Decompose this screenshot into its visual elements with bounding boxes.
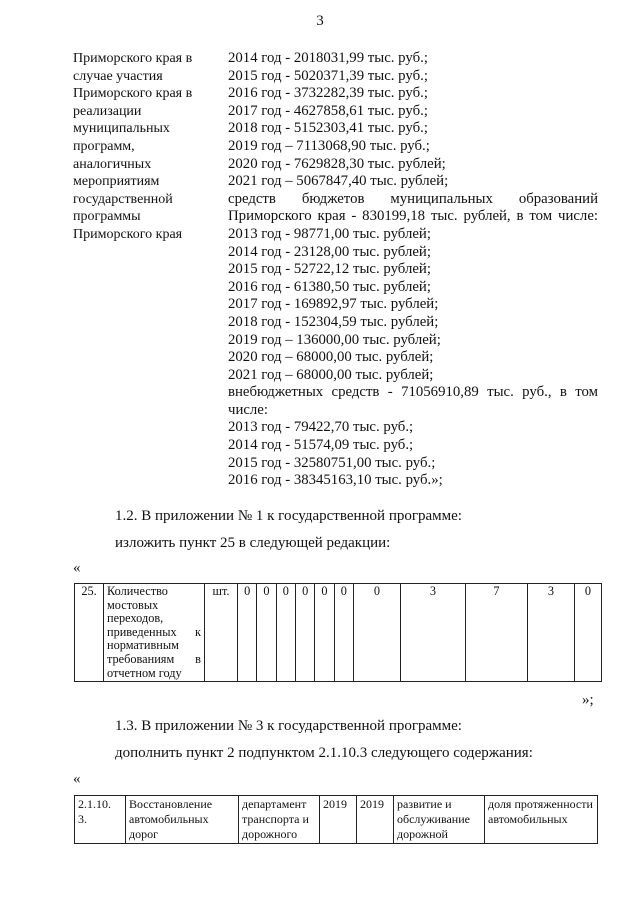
funding-line: 2019 год – 7113068,90 тыс. руб.; xyxy=(228,137,430,154)
funding-line: 2020 год – 68000,00 тыс. рублей; xyxy=(228,349,434,366)
paragraph-1-3-instruction: дополнить пункт 2 подпунктом 2.1.10.3 следующего содержания: xyxy=(115,745,533,761)
value-cell: 0 xyxy=(575,584,602,682)
value-cell: 3 xyxy=(401,584,466,682)
open-quote-2: « xyxy=(73,771,81,787)
left-line: аналогичных xyxy=(73,156,152,172)
left-line: Приморского края в xyxy=(73,51,193,66)
end-year: 2019 xyxy=(357,796,394,844)
left-line: программы xyxy=(73,209,141,225)
table-item-2-1-10-3 xyxy=(74,795,598,844)
close-quote: »; xyxy=(582,692,594,708)
paragraph-1-2: 1.2. В приложении № 1 к государственной программе: xyxy=(115,508,462,524)
value-cell: 0 xyxy=(315,584,334,682)
value-cell: 0 xyxy=(257,584,276,682)
value-cell: 0 xyxy=(295,584,314,682)
funding-line: 2013 год - 79422,70 тыс. руб.; xyxy=(228,419,414,436)
left-line: Приморского края xyxy=(73,226,183,242)
value-cell: 0 xyxy=(354,584,401,682)
table-row xyxy=(75,796,598,844)
left-column xyxy=(73,50,223,244)
extrabudget-line: внебюджетных средств - 71056910,89 тыс. руб., в том числе: xyxy=(228,384,598,418)
page-number: 3 xyxy=(316,13,324,29)
left-line: Приморского края в xyxy=(73,86,193,102)
responsible-department: департамент транспорта и дорожного xyxy=(239,796,320,844)
value-cell: 0 xyxy=(334,584,353,682)
event-name: Восстановление автомобильных дорог xyxy=(126,796,239,844)
left-line: мероприятиям xyxy=(73,174,160,190)
left-line: государственной xyxy=(73,191,173,207)
value-cell: 0 xyxy=(276,584,295,682)
unit: шт. xyxy=(205,584,238,682)
funding-line: 2021 год – 68000,00 тыс. рублей; xyxy=(228,366,434,383)
funding-line: 2016 год - 3732282,39 тыс. руб.; xyxy=(228,85,428,102)
row-number: 25. xyxy=(75,584,104,682)
municipal-budgets-line: средств бюджетов муниципальных образований Приморского края - 830199,18 тыс. рублей, в том числе: xyxy=(228,190,598,225)
funding-line: 2018 год - 152304,59 тыс. рублей; xyxy=(228,313,439,330)
left-line: случае участия xyxy=(73,68,163,84)
open-quote: « xyxy=(73,560,81,576)
expected-result: развитие и обслуживание дорожной xyxy=(394,796,485,844)
paragraph-1-2-instruction: изложить пункт 25 в следующей редакции: xyxy=(115,535,391,551)
funding-line: 2016 год - 38345163,10 тыс. руб.»; xyxy=(228,472,443,489)
funding-line: 2017 год - 169892,97 тыс. рублей; xyxy=(228,296,439,313)
left-line: муниципальных xyxy=(73,121,170,137)
value-cell: 7 xyxy=(466,584,528,682)
funding-line: 2015 год - 52722,12 тыс. рублей; xyxy=(228,261,431,278)
funding-line: 2018 год - 5152303,41 тыс. руб.; xyxy=(228,120,428,137)
row-number: 2.1.10. 3. xyxy=(75,796,126,844)
funding-line: 2017 год - 4627858,61 тыс. руб.; xyxy=(228,102,428,119)
funding-line: 2016 год - 61380,50 тыс. рублей; xyxy=(228,278,431,295)
table-row xyxy=(75,584,602,682)
paragraph-1-3: 1.3. В приложении № 3 к государственной программе: xyxy=(115,718,462,734)
funding-line: 2021 год – 5067847,40 тыс. рублей; xyxy=(228,173,449,190)
funding-line: 2014 год - 2018031,99 тыс. руб.; xyxy=(228,50,428,66)
funding-column xyxy=(228,50,598,490)
funding-line: 2019 год – 136000,00 тыс. рублей; xyxy=(228,331,441,348)
start-year: 2019 xyxy=(320,796,357,844)
funding-line: 2014 год - 23128,00 тыс. рублей; xyxy=(228,243,431,260)
funding-line: 2013 год - 98771,00 тыс. рублей; xyxy=(228,225,431,242)
left-line: программ, xyxy=(73,138,135,154)
value-cell: 0 xyxy=(238,584,257,682)
funding-line: 2015 год - 5020371,39 тыс. руб.; xyxy=(228,67,428,84)
left-line: реализации xyxy=(73,103,142,119)
table-item-25 xyxy=(74,583,602,682)
funding-line: 2015 год - 32580751,00 тыс. руб.; xyxy=(228,454,436,471)
indicator: доля протяженности автомобильных xyxy=(485,796,598,844)
value-cell: 3 xyxy=(528,584,575,682)
funding-line: 2014 год - 51574,09 тыс. руб.; xyxy=(228,437,414,454)
funding-line: 2020 год - 7629828,30 тыс. рублей; xyxy=(228,155,446,172)
indicator-name: Количество мостовых переходов, приведенных к нормативным требованиям в отчетном году xyxy=(104,584,205,682)
